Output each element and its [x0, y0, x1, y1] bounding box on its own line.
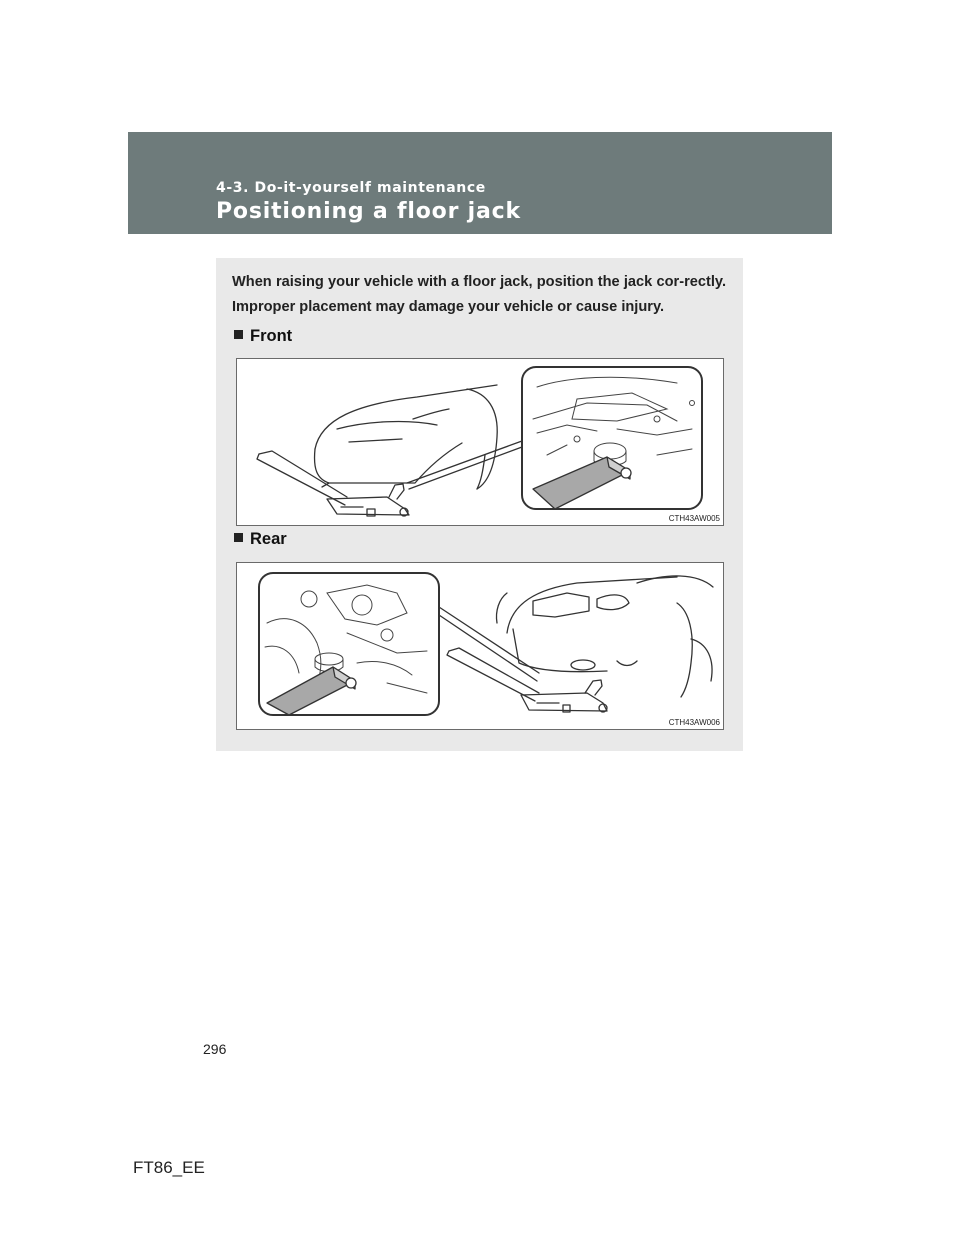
content-box [216, 258, 743, 751]
page-title: Positioning a floor jack [216, 199, 521, 224]
rear-heading [234, 530, 287, 549]
square-bullet-icon [234, 330, 243, 339]
document-code: FT86_EE [133, 1158, 205, 1177]
front-jack-figure [236, 358, 724, 526]
rear-figure-code: CTH43AW006 [668, 718, 720, 727]
front-heading [234, 327, 292, 346]
header-band [128, 132, 832, 234]
rear-heading-label: Rear [250, 530, 287, 548]
front-heading-label: Front [250, 327, 293, 345]
intro-paragraph: When raising your vehicle with a floor jack, position the jack cor-rectly. Improper placement may damage your vehicle or cause injury. [232, 274, 726, 315]
rear-jack-figure [236, 562, 724, 730]
square-bullet-icon [234, 533, 243, 542]
front-jack-illustration [237, 359, 724, 526]
rear-jack-illustration [237, 563, 724, 730]
page-number: 296 [203, 1041, 227, 1057]
section-label: 4-3. Do-it-yourself maintenance [216, 180, 486, 196]
front-figure-code: CTH43AW005 [668, 514, 720, 523]
